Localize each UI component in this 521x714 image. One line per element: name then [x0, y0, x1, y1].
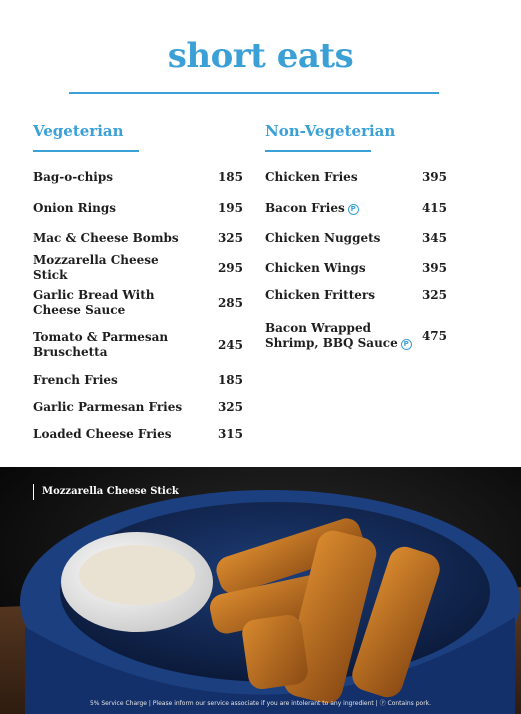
- menu-item-name: Tomato & Parmesan Bruschetta: [33, 330, 169, 359]
- menu-item: [265, 279, 447, 311]
- page-title: short eats: [167, 36, 354, 76]
- vegetarian-column: [33, 120, 243, 441]
- menu-item: [265, 320, 447, 352]
- menu-item-price: 185: [217, 169, 243, 184]
- menu-item-price: 415: [421, 200, 447, 215]
- menu-item-name: Onion Rings: [33, 200, 117, 215]
- menu-item: [33, 329, 243, 361]
- menu-item-name: Bacon Wrapped Shrimp, BBQ Sauce P: [265, 321, 415, 351]
- vegetarian-heading: Vegeterian: [33, 122, 124, 140]
- menu-item-price: 185: [217, 372, 243, 387]
- title-divider: [69, 92, 439, 94]
- menu-item-name: Loaded Cheese Fries: [33, 426, 172, 441]
- non-vegetarian-column: [265, 120, 447, 350]
- menu-item: [33, 418, 243, 450]
- menu-item: [33, 287, 243, 319]
- menu-item: [265, 161, 447, 193]
- menu-item: [33, 252, 243, 284]
- menu-item-price: 345: [421, 230, 447, 245]
- menu-item-name: Garlic Bread With Cheese Sauce: [33, 288, 155, 317]
- menu-item-name: Bag-o-chips: [33, 169, 114, 184]
- menu-item-name: Chicken Nuggets: [265, 230, 381, 245]
- menu-item-price: 395: [421, 260, 447, 275]
- menu-item-price: 295: [217, 260, 243, 275]
- menu-item-price: 325: [217, 399, 243, 414]
- non-vegetarian-heading: Non-Vegeterian: [265, 122, 396, 140]
- menu-item-name: Chicken Wings: [265, 260, 366, 275]
- menu-item: [33, 192, 243, 224]
- menu-item-name: Chicken Fries: [265, 169, 358, 184]
- menu-item: [33, 161, 243, 193]
- menu-item-price: 475: [421, 328, 447, 343]
- contains-pork-icon: P: [401, 339, 412, 350]
- menu-item-price: 325: [421, 287, 447, 302]
- menu-item-price: 325: [217, 230, 243, 245]
- food-photo-illustration: [0, 467, 521, 714]
- menu-item: [265, 192, 447, 224]
- menu-item-price: 285: [217, 295, 243, 310]
- menu-item-name: French Fries: [33, 372, 118, 387]
- menu-item-name: Chicken Fritters: [265, 287, 375, 302]
- sauce: [79, 545, 195, 605]
- menu-item-price: 195: [217, 200, 243, 215]
- menu-item-name: Bacon Fries P: [265, 201, 359, 216]
- footer-note: 5% Service Charge | Please inform our service associate if you are intolerant to any ingredient | Ⓟ Contains pork.: [89, 700, 432, 707]
- menu-item-name: Mac & Cheese Bombs: [33, 230, 179, 245]
- menu-item: [33, 222, 243, 254]
- menu-item-price: 395: [421, 169, 447, 184]
- contains-pork-icon: P: [348, 204, 359, 215]
- food-photo: [0, 467, 521, 714]
- menu-item: [265, 222, 447, 254]
- non-vegetarian-heading-underline: [265, 150, 371, 152]
- menu-item-name: Garlic Parmesan Fries: [33, 399, 183, 414]
- menu-item-name: Mozzarella Cheese Stick: [33, 253, 159, 282]
- menu-item-price: 315: [217, 426, 243, 441]
- photo-caption: Mozzarella Cheese Stick: [33, 484, 179, 500]
- menu-item-price: 245: [217, 337, 243, 352]
- vegetarian-heading-underline: [33, 150, 139, 152]
